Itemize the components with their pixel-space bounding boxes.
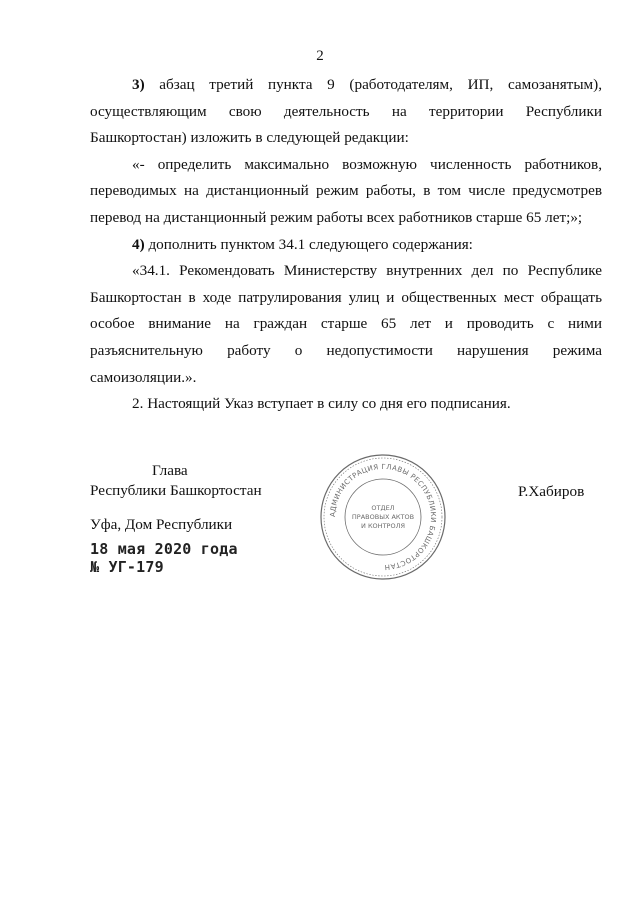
item-3-line-3: Башкортостан) изложить в следующей редакции:	[90, 129, 409, 147]
signature-title-2: Республики Башкортостан	[90, 482, 262, 499]
item-3-quote-line-2: переводимых на дистанционный режим работы, в том числе предусмотрев	[90, 182, 602, 200]
item-4-number: 4)	[132, 235, 145, 253]
stamp-center-line-3: И КОНТРОЛЯ	[361, 522, 405, 530]
item-3-number: 3)	[132, 76, 145, 93]
item-4-quote-line-5: самоизоляции.».	[90, 368, 197, 386]
item-4-quote-line-2: Башкортостан в ходе патрулирования улиц и общественных мест обращать	[90, 288, 602, 306]
item-3-line-2: осуществляющим свою деятельность на территории Республики	[90, 102, 602, 120]
stamp-center-line-1: ОТДЕЛ	[371, 504, 395, 512]
signature-place: Уфа, Дом Республики	[90, 516, 233, 533]
item-4-line-1	[90, 232, 602, 259]
paragraph-2: 2. Настоящий Указ вступает в силу со дня его подписания.	[132, 395, 511, 413]
page-number: 2	[316, 48, 324, 64]
item-4-quote-line-1: «34.1. Рекомендовать Министерству внутренних дел по Республике	[132, 262, 602, 280]
document-body	[90, 72, 602, 418]
stamp-outer-text: АДМИНИСТРАЦИЯ ГЛАВЫ РЕСПУБЛИКИ БАШКОРТОСТАН	[328, 462, 438, 572]
signature-title-1: Глава	[152, 462, 188, 479]
signatory-name: Р.Хабиров	[518, 483, 585, 500]
item-4-text-1: дополнить пунктом 34.1 следующего содержания:	[144, 235, 473, 253]
official-stamp	[318, 452, 448, 582]
item-3-text-1: абзац третий пункта 9 (работодателям, ИП, самозанятым),	[144, 76, 602, 93]
decree-date: 18 мая 2020 года	[90, 540, 238, 558]
stamp-graphic	[318, 452, 448, 582]
decree-number: № УГ-179	[90, 558, 164, 576]
stamp-center-line-2: ПРАВОВЫХ АКТОВ	[351, 513, 415, 521]
item-3-quote-line-1: «- определить максимально возможную численность работников,	[132, 155, 602, 173]
item-3-quote-line-3: перевод на дистанционный режим работы всех работников старше 65 лет;»;	[90, 208, 583, 226]
item-3-line-1	[90, 72, 602, 99]
item-4-quote-line-4: разъяснительную работу о недопустимости нарушения режима	[90, 341, 602, 359]
item-4-quote-line-3: особое внимание на граждан старше 65 лет и проводить с ними	[90, 315, 602, 333]
